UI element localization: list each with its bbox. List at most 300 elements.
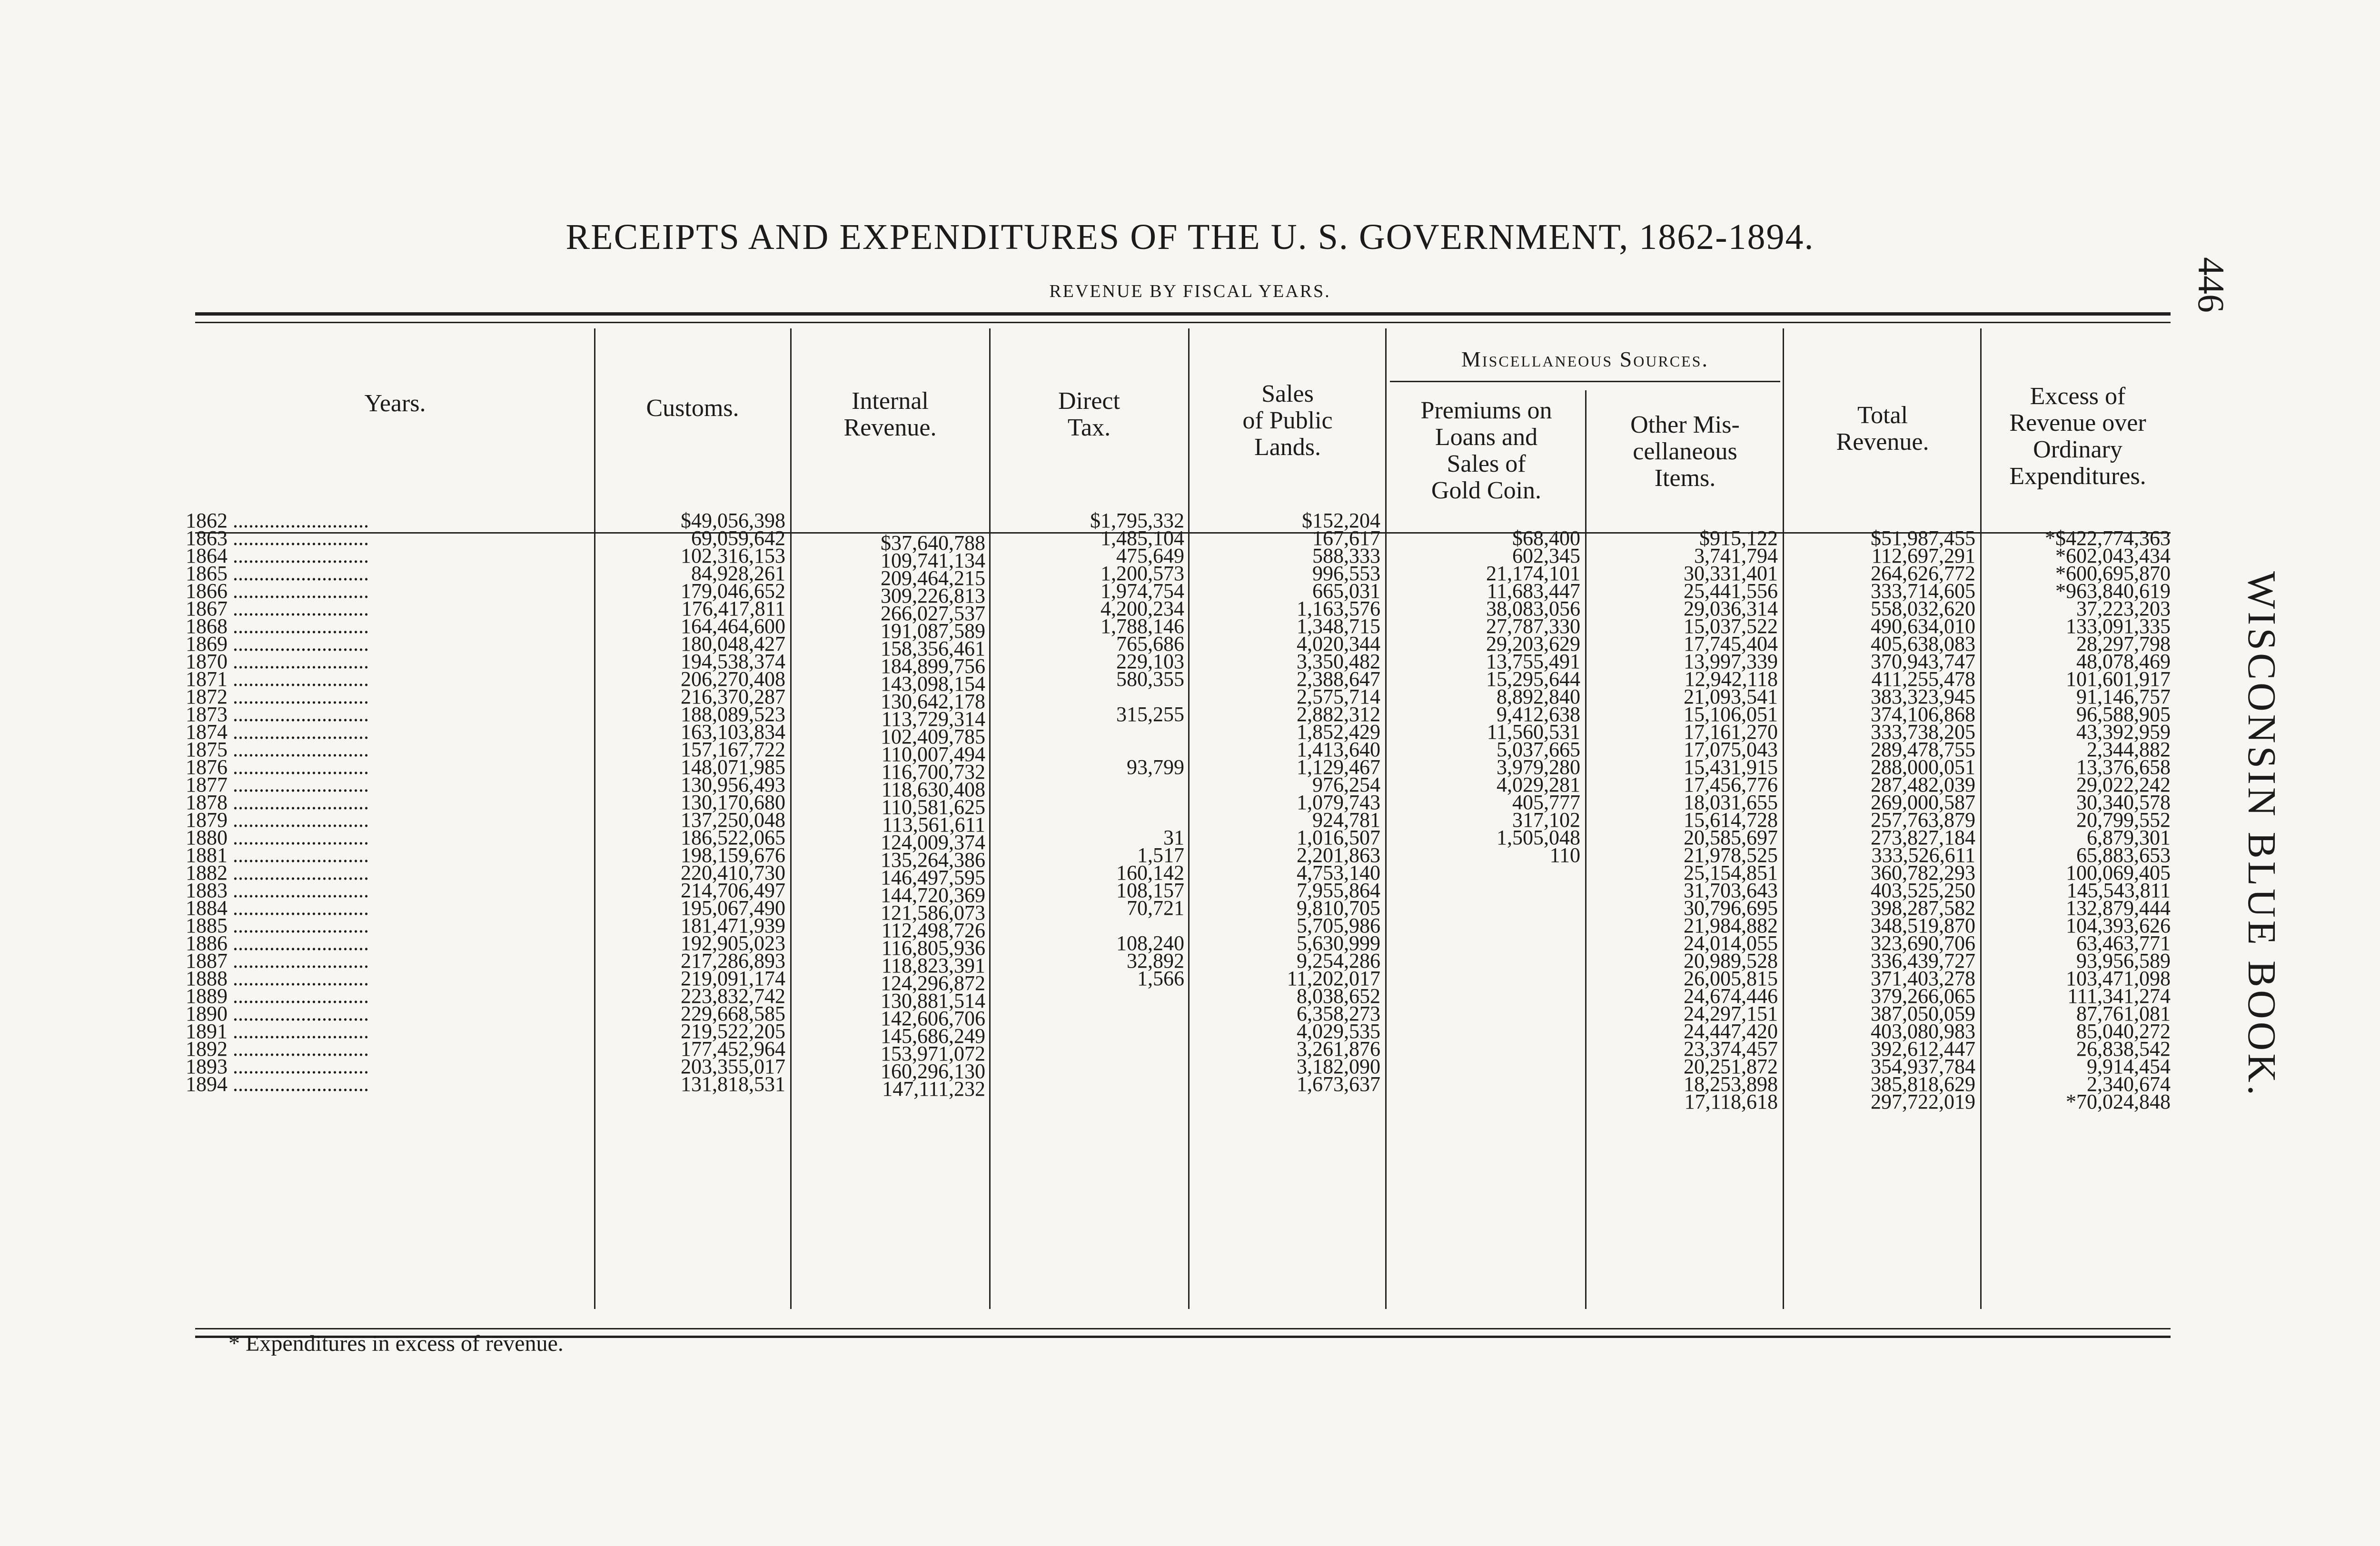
cell-internal: 124,296,872: [881, 971, 985, 995]
cell-total: 287,482,039: [1871, 773, 1975, 796]
cell-total: 405,638,083: [1871, 632, 1975, 655]
cell-other: 20,251,872: [1684, 1055, 1778, 1078]
cell-other: 13,997,339: [1684, 650, 1778, 673]
cell-excess: *$422,774,363: [2045, 526, 2171, 550]
cell-customs: 137,250,048: [681, 808, 785, 832]
cell-year: 1870 ..........................: [186, 650, 369, 673]
cell-direct: $1,795,332: [1090, 509, 1184, 532]
column-internal-revenue: [793, 516, 985, 1115]
cell-customs: 130,170,680: [681, 791, 785, 814]
column-total-revenue: [1785, 512, 1975, 1113]
cell-year: 1871 ..........................: [186, 667, 369, 691]
cell-other: 24,014,055: [1684, 932, 1778, 955]
cell-customs: 203,355,017: [681, 1055, 785, 1078]
cell-total: 383,323,945: [1871, 685, 1975, 708]
cell-excess: 65,883,653: [2076, 843, 2171, 867]
column-other-misc: [1587, 512, 1778, 1113]
cell-customs: 219,522,205: [681, 1020, 785, 1043]
cell-excess: 30,340,578: [2076, 791, 2171, 814]
cell-excess: 91,146,757: [2076, 685, 2171, 708]
cell-sales: 2,388,647: [1297, 667, 1380, 691]
cell-premiums: 15,295,644: [1486, 667, 1580, 691]
cell-internal: 143,098,154: [881, 672, 985, 695]
cell-other: 21,093,541: [1684, 685, 1778, 708]
running-head: WISCONSIN BLUE BOOK.: [2240, 571, 2284, 1098]
cell-sales: 2,882,312: [1297, 703, 1380, 726]
cell-premiums: 1,505,048: [1497, 826, 1580, 849]
cell-internal: 309,226,813: [881, 584, 985, 607]
column-sales-public-lands: [1190, 509, 1380, 1110]
cell-customs: 157,167,722: [681, 738, 785, 761]
cell-excess: 48,078,469: [2076, 650, 2171, 673]
cell-sales: 1,016,507: [1297, 826, 1380, 849]
cell-year: 1868 ..........................: [186, 614, 369, 638]
cell-total: 371,403,278: [1871, 967, 1975, 990]
cell-direct: 160,142: [1116, 861, 1184, 884]
cell-premiums: [1388, 1005, 1580, 1022]
cell-customs: 130,956,493: [681, 773, 785, 796]
cell-customs: 102,316,153: [681, 544, 785, 567]
cell-premiums: 405,777: [1512, 791, 1580, 814]
cell-premiums: [1388, 1075, 1580, 1093]
cell-year: 1877 ..........................: [186, 773, 369, 796]
cell-direct: 475,649: [1116, 544, 1184, 567]
column-divider: [1188, 328, 1190, 1309]
cell-sales: 2,201,863: [1297, 843, 1380, 867]
cell-total: 385,818,629: [1871, 1072, 1975, 1096]
header-other-misc: Other Mis- cellaneous Items.: [1630, 411, 1740, 492]
cell-customs: 195,067,490: [681, 896, 785, 920]
cell-customs: 163,103,834: [681, 720, 785, 743]
cell-total: 289,478,755: [1871, 738, 1975, 761]
cell-excess: *963,840,619: [2055, 579, 2171, 603]
cell-sales: 9,254,286: [1297, 949, 1380, 972]
cell-premiums: 9,412,638: [1497, 703, 1580, 726]
cell-internal: 266,027,537: [881, 602, 985, 625]
header-misc-sources: Miscellaneous Sources.: [1461, 347, 1709, 371]
cell-year: 1891 ..........................: [186, 1020, 369, 1043]
cell-year: 1892 ..........................: [186, 1037, 369, 1060]
cell-sales: 5,705,986: [1297, 914, 1380, 937]
cell-internal: 153,971,072: [881, 1042, 985, 1065]
cell-customs: 229,668,585: [681, 1002, 785, 1025]
cell-direct: [992, 811, 1184, 829]
footnote: * Expenditures in excess of revenue.: [228, 1331, 564, 1356]
cell-excess: 104,393,626: [2066, 914, 2171, 937]
cell-premiums: 317,102: [1512, 808, 1580, 832]
cell-customs: 219,091,174: [681, 967, 785, 990]
cell-direct: [992, 1040, 1184, 1058]
cell-premiums: 27,787,330: [1486, 614, 1580, 638]
cell-total: 387,050,059: [1871, 1002, 1975, 1025]
cell-sales: 924,781: [1312, 808, 1380, 832]
column-divider: [1585, 390, 1587, 1309]
cell-other: 21,978,525: [1684, 843, 1778, 867]
cell-internal: 102,409,785: [881, 725, 985, 748]
cell-year: 1889 ..........................: [186, 984, 369, 1008]
cell-sales: 9,810,705: [1297, 896, 1380, 920]
cell-internal: 118,823,391: [881, 954, 985, 977]
cell-premiums: 29,203,629: [1486, 632, 1580, 655]
cell-sales: 996,553: [1312, 562, 1380, 585]
cell-year: 1864 ..........................: [186, 544, 369, 567]
cell-premiums: 13,755,491: [1486, 650, 1580, 673]
cell-year: 1873 ..........................: [186, 703, 369, 726]
cell-direct: 1,974,754: [1101, 579, 1184, 603]
cell-sales: 2,575,714: [1297, 685, 1380, 708]
cell-other: 24,674,446: [1684, 984, 1778, 1008]
cell-internal: 110,581,625: [881, 795, 985, 819]
cell-direct: 1,200,573: [1101, 562, 1184, 585]
column-premiums: [1388, 512, 1580, 1110]
column-divider: [594, 328, 595, 1309]
cell-total: 558,032,620: [1871, 597, 1975, 620]
cell-premiums: 602,345: [1512, 544, 1580, 567]
cell-customs: 176,417,811: [681, 597, 785, 620]
top-rule-thin: [195, 322, 2171, 323]
header-sales-public-lands: Sales of Public Lands.: [1242, 380, 1333, 461]
cell-direct: 108,157: [1116, 879, 1184, 902]
cell-year: 1867 ..........................: [186, 597, 369, 620]
cell-excess: 43,392,959: [2076, 720, 2171, 743]
cell-other: $915,122: [1699, 526, 1778, 550]
cell-total: 333,738,205: [1871, 720, 1975, 743]
cell-customs: 177,452,964: [681, 1037, 785, 1060]
cell-other: 18,031,655: [1684, 791, 1778, 814]
cell-customs: 180,048,427: [681, 632, 785, 655]
cell-premiums: [1388, 899, 1580, 917]
cell-premiums: [1388, 1093, 1580, 1110]
cell-direct: 1,566: [1137, 967, 1184, 990]
cell-sales: 6,358,273: [1297, 1002, 1380, 1025]
cell-year: 1876 ..........................: [186, 755, 369, 779]
cell-direct: [992, 793, 1184, 811]
cell-customs: 148,071,985: [681, 755, 785, 779]
cell-internal: 209,464,215: [881, 566, 985, 590]
cell-other: 15,037,522: [1684, 614, 1778, 638]
cell-total: 370,943,747: [1871, 650, 1975, 673]
cell-internal: 160,296,130: [881, 1060, 985, 1083]
cell-internal: 112,498,726: [881, 919, 985, 942]
cell-other: 3,741,794: [1694, 544, 1778, 567]
cell-customs: 131,818,531: [681, 1072, 785, 1096]
cell-total: 398,287,582: [1871, 896, 1975, 920]
cell-customs: 223,832,742: [681, 984, 785, 1008]
cell-customs: 206,270,408: [681, 667, 785, 691]
header-internal-revenue: Internal Revenue.: [843, 387, 937, 441]
cell-internal: 145,686,249: [881, 1024, 985, 1048]
cell-direct: [992, 1093, 1184, 1110]
cell-excess: *602,043,434: [2055, 544, 2171, 567]
cell-internal: 110,007,494: [881, 743, 985, 766]
page-number: 446: [2191, 257, 2232, 313]
cell-premiums: 11,560,531: [1487, 720, 1580, 743]
cell-excess: 93,956,589: [2076, 949, 2171, 972]
cell-total: 333,526,611: [1871, 843, 1975, 867]
cell-other: 30,331,401: [1684, 562, 1778, 585]
cell-internal: 146,497,595: [881, 866, 985, 889]
cell-total: 374,106,868: [1871, 703, 1975, 726]
cell-other: 17,118,618: [1684, 1090, 1778, 1113]
cell-excess: 26,838,542: [2076, 1037, 2171, 1060]
cell-other: 24,297,151: [1684, 1002, 1778, 1025]
cell-total: 392,612,447: [1871, 1037, 1975, 1060]
cell-sales: 4,029,535: [1297, 1020, 1380, 1043]
cell-customs: 198,159,676: [681, 843, 785, 867]
cell-direct: 1,788,146: [1101, 614, 1184, 638]
cell-other: 23,374,457: [1684, 1037, 1778, 1060]
cell-year: 1887 ..........................: [186, 949, 369, 972]
cell-internal: 147,111,232: [882, 1077, 985, 1100]
cell-premiums: 3,979,280: [1497, 755, 1580, 779]
cell-year: 1884 ..........................: [186, 896, 369, 920]
cell-sales: 1,129,467: [1297, 755, 1380, 779]
column-divider: [989, 328, 991, 1309]
cell-internal: 184,899,756: [881, 654, 985, 678]
cell-sales: 3,182,090: [1297, 1055, 1380, 1078]
cell-excess: 132,879,444: [2066, 896, 2171, 920]
top-rule-thick: [195, 312, 2171, 316]
cell-excess: 28,297,798: [2076, 632, 2171, 655]
cell-premiums: 38,083,056: [1486, 597, 1580, 620]
cell-premiums: [1388, 934, 1580, 952]
cell-premiums: 11,683,447: [1487, 579, 1580, 603]
cell-year: 1872 ..........................: [186, 685, 369, 708]
page-subtitle: REVENUE BY FISCAL YEARS.: [1049, 281, 1331, 301]
cell-internal: 142,606,706: [881, 1007, 985, 1030]
cell-premiums: 110: [1549, 843, 1580, 867]
cell-customs: 220,410,730: [681, 861, 785, 884]
cell-customs: 217,286,893: [681, 949, 785, 972]
cell-internal: 158,356,461: [881, 637, 985, 660]
cell-premiums: [1388, 1040, 1580, 1058]
cell-direct: [992, 1075, 1184, 1093]
cell-direct: 315,255: [1116, 703, 1184, 726]
cell-premiums: 4,029,281: [1497, 773, 1580, 796]
cell-customs: 69,059,642: [691, 526, 785, 550]
header-customs: Customs.: [646, 395, 739, 422]
cell-other: 17,161,270: [1684, 720, 1778, 743]
cell-excess: 63,463,771: [2076, 932, 2171, 955]
cell-internal: 113,561,611: [882, 813, 985, 836]
cell-sales: 8,038,652: [1297, 984, 1380, 1008]
header-direct-tax: Direct Tax.: [1058, 387, 1120, 441]
cell-internal: 130,642,178: [881, 690, 985, 713]
cell-sales: 665,031: [1312, 579, 1380, 603]
cell-internal: 191,087,589: [881, 619, 985, 643]
cell-year: 1878 ..........................: [186, 791, 369, 814]
cell-year: 1888 ..........................: [186, 967, 369, 990]
cell-year: 1866 ..........................: [186, 579, 369, 603]
cell-excess: 13,376,658: [2076, 755, 2171, 779]
cell-year: 1882 ..........................: [186, 861, 369, 884]
cell-sales: 7,955,864: [1297, 879, 1380, 902]
cell-excess: 29,022,242: [2076, 773, 2171, 796]
cell-total: 333,714,605: [1871, 579, 1975, 603]
cell-other: 30,796,695: [1684, 896, 1778, 920]
cell-total: 323,690,706: [1871, 932, 1975, 955]
cell-year: 1893 ..........................: [186, 1055, 369, 1078]
cell-excess: 133,091,335: [2066, 614, 2171, 638]
cell-other: 12,942,118: [1684, 667, 1778, 691]
cell-total: 403,525,250: [1871, 879, 1975, 902]
cell-year: 1874 ..........................: [186, 720, 369, 743]
cell-sales: 3,261,876: [1297, 1037, 1380, 1060]
cell-direct: 580,355: [1116, 667, 1184, 691]
cell-customs: 181,471,939: [681, 914, 785, 937]
cell-customs: 214,706,497: [681, 879, 785, 902]
cell-other: 24,447,420: [1684, 1020, 1778, 1043]
cell-excess: 111,341,274: [2067, 984, 2171, 1008]
cell-total: 269,000,587: [1871, 791, 1975, 814]
cell-premiums: [1388, 970, 1580, 987]
cell-direct: [992, 1058, 1184, 1075]
cell-excess: 96,588,905: [2076, 703, 2171, 726]
cell-year: 1875 ..........................: [186, 738, 369, 761]
cell-customs: $49,056,398: [681, 509, 785, 532]
column-customs: [597, 509, 785, 1110]
cell-total: $51,987,455: [1871, 526, 1975, 550]
misc-sources-rule: [1390, 381, 1780, 382]
cell-customs: 179,046,652: [681, 579, 785, 603]
cell-premiums: [1388, 952, 1580, 970]
cell-other: 17,745,404: [1684, 632, 1778, 655]
cell-direct: 108,240: [1116, 932, 1184, 955]
cell-other: 20,585,697: [1684, 826, 1778, 849]
cell-excess: *600,695,870: [2055, 562, 2171, 585]
cell-year: 1865 ..........................: [186, 562, 369, 585]
cell-excess: 20,799,552: [2076, 808, 2171, 832]
cell-internal: 121,586,073: [881, 901, 985, 924]
cell-direct: 1,485,104: [1101, 526, 1184, 550]
cell-total: 288,000,051: [1871, 755, 1975, 779]
cell-direct: 765,686: [1116, 632, 1184, 655]
cell-sales: 1,852,429: [1297, 720, 1380, 743]
cell-direct: 31: [1163, 826, 1184, 849]
cell-other: 15,614,728: [1684, 808, 1778, 832]
cell-year: 1862 ..........................: [186, 509, 369, 532]
cell-year: 1881 ..........................: [186, 843, 369, 867]
cell-total: 112,697,291: [1871, 544, 1975, 567]
header-total-revenue: Total Revenue.: [1836, 402, 1929, 456]
cell-customs: 194,538,374: [681, 650, 785, 673]
cell-sales: 976,254: [1312, 773, 1380, 796]
cell-sales: 1,079,743: [1297, 791, 1380, 814]
cell-excess: 37,223,203: [2076, 597, 2171, 620]
cell-direct: 1,517: [1137, 843, 1184, 867]
cell-other: 25,154,851: [1684, 861, 1778, 884]
header-premiums: Premiums on Loans and Sales of Gold Coin.: [1420, 397, 1552, 504]
cell-total: 297,722,019: [1871, 1090, 1975, 1113]
cell-excess: 145,543,811: [2066, 879, 2171, 902]
cell-direct: 4,200,234: [1101, 597, 1184, 620]
cell-customs: 84,928,261: [691, 562, 785, 585]
cell-year: 1879 ..........................: [186, 808, 369, 832]
cell-year: 1890 ..........................: [186, 1002, 369, 1025]
cell-premiums: [1388, 882, 1580, 899]
cell-internal: 124,009,374: [881, 831, 985, 854]
cell-internal: $37,640,788: [881, 531, 985, 555]
bottom-rule-thin: [195, 1328, 2171, 1329]
cell-total: 360,782,293: [1871, 861, 1975, 884]
cell-year: 1885 ..........................: [186, 914, 369, 937]
cell-total: 379,266,065: [1871, 984, 1975, 1008]
cell-excess: 2,340,674: [2087, 1072, 2171, 1096]
cell-customs: 186,522,065: [681, 826, 785, 849]
cell-year: 1869 ..........................: [186, 632, 369, 655]
column-direct-tax: [992, 509, 1184, 1110]
cell-sales: 5,630,999: [1297, 932, 1380, 955]
cell-year: 1880 ..........................: [186, 826, 369, 849]
cell-excess: 85,040,272: [2076, 1020, 2171, 1043]
cell-premiums: 5,037,665: [1497, 738, 1580, 761]
cell-internal: 109,741,134: [881, 549, 985, 572]
cell-year: 1886 ..........................: [186, 932, 369, 955]
cell-internal: 113,729,314: [881, 707, 985, 731]
cell-sales: 4,753,140: [1297, 861, 1380, 884]
cell-premiums: $68,400: [1512, 526, 1580, 550]
cell-premiums: [1388, 1058, 1580, 1075]
cell-excess: 101,601,917: [2066, 667, 2171, 691]
cell-total: 257,763,879: [1871, 808, 1975, 832]
cell-total: 411,255,478: [1871, 667, 1975, 691]
column-divider: [790, 328, 792, 1309]
cell-sales: 4,020,344: [1297, 632, 1380, 655]
cell-internal: 135,264,386: [881, 848, 985, 872]
page-title: RECEIPTS AND EXPENDITURES OF THE U. S. GOVERNMENT, 1862-1894.: [565, 217, 1815, 257]
cell-total: 354,937,784: [1871, 1055, 1975, 1078]
cell-sales: 1,673,637: [1297, 1072, 1380, 1096]
cell-excess: 103,471,098: [2066, 967, 2171, 990]
cell-year: 1894 ..........................: [186, 1072, 369, 1096]
cell-year: 1863 ..........................: [186, 526, 369, 550]
cell-other: 26,005,815: [1684, 967, 1778, 990]
cell-sales: 3,350,482: [1297, 650, 1380, 673]
cell-direct: 32,892: [1127, 949, 1184, 972]
cell-customs: 192,905,023: [681, 932, 785, 955]
cell-internal: 144,720,369: [881, 883, 985, 907]
cell-year: 1883 ..........................: [186, 879, 369, 902]
cell-internal: 118,630,408: [881, 778, 985, 801]
cell-other: 17,075,043: [1684, 738, 1778, 761]
cell-internal: 116,805,936: [881, 936, 985, 960]
cell-excess: 9,914,454: [2087, 1055, 2171, 1078]
cell-sales: 1,348,715: [1297, 614, 1380, 638]
cell-customs: 164,464,600: [681, 614, 785, 638]
cell-excess: 2,344,882: [2087, 738, 2171, 761]
column-excess-revenue: [1983, 512, 2171, 1113]
cell-sales: 1,413,640: [1297, 738, 1380, 761]
cell-excess: *70,024,848: [2066, 1090, 2171, 1113]
cell-total: 336,439,727: [1871, 949, 1975, 972]
cell-sales: 1,163,576: [1297, 597, 1380, 620]
cell-total: 403,080,983: [1871, 1020, 1975, 1043]
column-divider: [1980, 328, 1982, 1309]
cell-other: 21,984,882: [1684, 914, 1778, 937]
cell-other: 29,036,314: [1684, 597, 1778, 620]
cell-premiums: 21,174,101: [1486, 562, 1580, 585]
cell-sales: 167,617: [1312, 526, 1380, 550]
cell-total: 348,519,870: [1871, 914, 1975, 937]
cell-premiums: [1388, 917, 1580, 934]
cell-customs: 216,370,287: [681, 685, 785, 708]
cell-other: 25,441,556: [1684, 579, 1778, 603]
cell-total: 264,626,772: [1871, 562, 1975, 585]
cell-direct: 93,799: [1127, 755, 1184, 779]
cell-sales: 11,202,017: [1287, 967, 1380, 990]
cell-other: 31,703,643: [1684, 879, 1778, 902]
cell-other: 18,253,898: [1684, 1072, 1778, 1096]
